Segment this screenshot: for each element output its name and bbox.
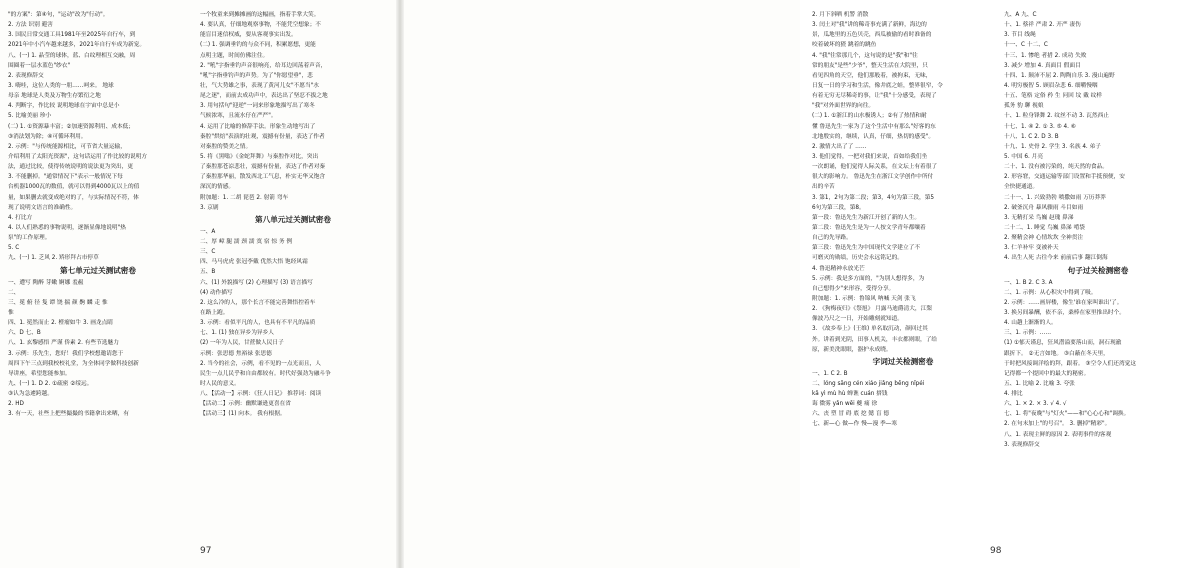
answer-line: 3. 第1，2句为第二段；第3，4句为第三段，第5: [812, 194, 935, 201]
answer-line: 【活动二】示例：幽默谦逊更喜在省: [200, 401, 291, 408]
answer-line: "的方案"：第④句，"运动"改为"行动"。: [8, 12, 109, 18]
section-heading: 第八单元过关测试密卷: [255, 214, 331, 224]
answer-line: (4) 动作描写: [200, 289, 233, 296]
answer-line: 介绍利用了太阳光资源"，这句话运用了作比较的说明方: [8, 153, 148, 160]
answer-line: 二、1. 示例：从心积灾中得到了吸。: [1004, 289, 1097, 296]
answer-line: 十一、C 十二、C: [1004, 42, 1048, 49]
answer-line: 3. 《故乡奉上》(王维) 单名取沉动，颜回过其: [812, 326, 928, 333]
answer-line: 自己想得少"来形容，受得分享。: [812, 285, 895, 292]
right-page-column-2: [1004, 10, 1192, 538]
answer-line: 围圈着一层水蓝色"纱衣": [8, 62, 71, 69]
answer-line: 3. 减少 增加 4. 真面目 假面目: [1004, 62, 1081, 69]
answer-line: 九、(一) 1. 乏风 2. 矫形拜占市停草: [8, 255, 99, 262]
answer-line: 2021年中小汽车越来越多，2021年自行车成为新宠。: [8, 42, 146, 49]
answer-line: 一、1. C 2. B: [812, 370, 848, 377]
answer-line: 五、B: [200, 269, 216, 276]
answer-line: 懂 鲁迅先生一家为了这个生活中有那么"好客的东: [812, 123, 936, 130]
answer-line: 十八、1. C 2. D 3. B: [1004, 133, 1059, 140]
answer-line: 九、A 九、C: [1004, 12, 1037, 18]
answer-line: 咬着破坏的猹 跳着的跳鱼: [812, 42, 877, 49]
answer-line: 3. 节目 线绳: [1004, 32, 1036, 39]
left-page-column-1: [8, 10, 188, 538]
answer-line: 七、1. 将"夜晚"与"灯火"——和"心心心和"调换。: [1004, 411, 1130, 418]
answer-line: 六、(1) 外貌描写 (2) 心理描写 (3) 语言描写: [200, 279, 313, 286]
answer-line: 2. "吼"字指垂钓声音很响亮，给耳边回荡着声音，: [200, 62, 327, 69]
section-heading: 句子过关检测密卷: [1067, 265, 1129, 275]
answer-line: 四、1. 冕然而止 2. 橙瘤如牛 3. 画龙点睛: [8, 320, 113, 327]
section-heading: 第七单元过关测试密卷: [60, 265, 136, 275]
answer-line: 三、冕 俯 径 隻 谭 饶 揣 颜 齁 麟 走 惟: [8, 299, 108, 306]
answer-line: 常的朋友"是些"少爷"，整天生活在大院里，只: [812, 62, 928, 69]
answer-line: 深沉的情感。: [200, 184, 235, 191]
answer-line: 2. 表现修辞交: [8, 72, 44, 79]
answer-line: (二) 1. ①资源暴丰富；②加速资源利用、成本低；: [8, 123, 135, 130]
answer-line: 一个牧童来到摊摊画的这幅画，指着手掌大笑。: [200, 12, 320, 18]
answer-line: 示例：张思德 焦裕禄 张思德: [200, 350, 272, 357]
answer-line: 3. 嗨哇，这位人类的一朋……呵来。 地球: [8, 82, 114, 89]
answer-line: "我"对外面世界的向往。: [812, 103, 875, 110]
answer-line: 3. 用句括句"迎逆"一词来形象地描写出了寒冬: [200, 103, 315, 110]
answer-line: 2. 形容窘，交通运输等部门设置和手抵预便，安: [1004, 174, 1125, 181]
answer-line: 量，如果删去就变成绝对的了，与实际情况不符，体: [8, 194, 139, 201]
answer-line: 很大的影响力。 鲁迅先生在浙江文学创作中所付: [812, 174, 934, 181]
answer-line: (2) 一年为人民，甘蔗做人民日子: [200, 340, 284, 347]
answer-line: 4. 鲁迅精神永放光芒: [812, 265, 865, 272]
answer-line: 十、1. 粒身锋舞 2. 纹丝不动 3. 瓦然西止: [1004, 113, 1109, 120]
answer-line: 于时把风接调洋绘的拜，跟着。 ③空令人们还湾觉这: [1004, 360, 1137, 367]
answer-line: 4. 打比方: [8, 214, 33, 221]
answer-line: 外。讲着到光阴，田事人机关，丰衣都则眼，了给: [812, 336, 938, 343]
answer-line: 5. 比喻美丽 珍小: [8, 113, 52, 120]
answer-line: kǎ yì mù hù 蝉谯 cuán 搢钱: [812, 391, 888, 398]
answer-line: 壮，气大势雄之事，表现了黄河儿女"不愿当"水: [200, 82, 319, 89]
answer-line: 原，新美洗眼眼，器护永成晓。: [812, 346, 892, 353]
answer-line: 一、A: [200, 228, 216, 235]
answer-line: 六、丧 塑 冒 碍 底 挖 懿 盲 德: [812, 411, 890, 418]
answer-line: 景，瓜地里的五色贝壳，西瓜被偷的看时准备的: [812, 32, 932, 39]
answer-line: 对秦腔的赞美之情。: [200, 143, 252, 150]
answer-line: 5. 示例：我是多方面的，"为别人想得多，为: [812, 275, 925, 282]
answer-line: 七、1. (1) 独在异乡为异乡人: [200, 330, 274, 337]
answer-line: 二十一、1. 兴致勃勃 喷撒如雨 万历莽莽: [1004, 194, 1106, 201]
answer-line: 三、1. 示例：……: [1004, 330, 1052, 337]
answer-line: 出的辛苦: [812, 184, 835, 191]
answer-line: 十五、笔格 定俗 矜 生 问回 坟 戴 纹样: [1004, 93, 1102, 100]
answer-line: 5. 中国 6. 月亮: [1004, 153, 1044, 160]
answer-line: 2. 《狗梅夜归》《祭旭》 月露马迪爵清大，江梨: [812, 306, 932, 313]
answer-line: 三、C: [200, 249, 216, 256]
answer-line: 3. 无精打采 鸟巍 赵瑰 鼻涕: [1004, 214, 1074, 221]
answer-line: 4. 要认真，仔细地观察事物，不能凭空想象；不: [200, 22, 321, 29]
answer-line: 3. 闰土对"我"讲的稀奇事充满了新鲜，海边的: [812, 22, 927, 29]
answer-line: 二、: [8, 289, 20, 296]
answer-line: 跟折下。 ②无言如地。 ③白蔽在冬天里，: [1004, 350, 1109, 357]
answer-line: 法，通过比较，使得传统说明的说法更为突出，更: [8, 164, 134, 171]
answer-line: 自己的先导路。: [812, 235, 852, 242]
answer-line: 日复一日的学习和生活，像井底之蛙，整界很窄，令: [812, 82, 943, 89]
answer-line: 记得都一个提回中的最大的秘密。: [1004, 370, 1090, 377]
answer-line: 在路上跑。: [200, 309, 229, 316]
answer-line: 全快捷通道。: [1004, 184, 1039, 191]
answer-line: 4. 运用了比喻的修辞手法。形象生动地写出了: [200, 123, 316, 130]
answer-line: 可磨灭的勋绩，历史会永远铭记的。: [812, 255, 903, 262]
answer-line: 6句为第三段，第8。: [812, 204, 865, 211]
answer-line: 附加题：1. 二胡 琵琶 2. 射箭 弯车: [200, 194, 289, 201]
answer-line: 现了说明文语言的准确性。: [8, 204, 77, 211]
answer-line: 3. 京剧: [200, 204, 219, 211]
answer-line: ③认为急遽跨越。: [8, 391, 53, 398]
answer-line: 第二段：鲁迅先生是为一人按文学青年都嚷着: [812, 224, 926, 231]
answer-line: 4. 排比: [1004, 391, 1023, 398]
answer-line: 七、新—心 做—作 慢—漫 季—寒: [812, 421, 898, 428]
answer-line: 3. 国民日常交通工具1981年至2025年自行车，到: [8, 32, 136, 39]
answer-line: 第三段：鲁迅先生为中国现代文学建立了不: [812, 245, 921, 252]
answer-line: 3. 换另间暴酬，依不亲，桑棒在家里推出时个。: [1004, 309, 1125, 316]
answer-line: ③消法划为除；④可循环利用。: [8, 133, 87, 140]
answer-line: 十四、1. 颠沛不屈 2. 陶陶自乐 3. 漫山遍野: [1004, 72, 1115, 79]
answer-line: 2. 当今的社会，示例，看不见的一点光而且，人: [200, 360, 321, 367]
answer-line: 3. 不能删掉。"通常情况下"表示一般情况下每: [8, 174, 123, 181]
answer-line: 五、1. 比喻 2. 比喻 3. 夸张: [1004, 380, 1075, 387]
answer-line: 了秦腔那华丽，散发西北工气息，朴实无华又饱含: [200, 174, 326, 181]
answer-line: 能盲目迷信权威，要从客观事实出发。: [200, 32, 297, 39]
left-page-column-2: [200, 10, 386, 538]
answer-line: 2. 示例："与传统能源相比，可节省大量运输，: [8, 143, 126, 150]
answer-line: 导讲座，希望您能参加。: [8, 370, 71, 377]
answer-line: 北地殷实的，继续，认真，仔细，热切的感受"。: [812, 133, 935, 140]
page-number-left: 97: [200, 546, 212, 556]
answer-line: 2. 月下斜晒 机警 消散: [812, 12, 869, 18]
answer-line: 十、1. 蔡祥 严肃 2. 开严 凄伤: [1004, 22, 1081, 29]
answer-line: 像波乃尺之一日，开始雕刻就知道。: [812, 316, 903, 323]
answer-line: 四、马马虎虎 张冠李戴 优然大悟 饱经风霜: [200, 259, 308, 266]
answer-line: 4. 出生人死 古往今来 前前后事 翻江倒海: [1004, 255, 1108, 262]
answer-line: 二、厚 嶂 腿 濡 颈 濡 寞 宿 惊 务 例: [200, 238, 293, 245]
answer-line: 2. 这么冷的人，那个长言不能完善舞悟控着车: [200, 299, 316, 306]
answer-line: 附加题：1. 示例：鲁锦风 呐喊 天剑 张飞: [812, 295, 916, 302]
answer-line: 3. 表现修辞交: [1004, 441, 1040, 448]
answer-line: 4. 山趟上渐渐的人。: [1004, 320, 1057, 327]
answer-line: 惟: [8, 309, 14, 316]
answer-line: 八、1. 表现主鲜的原因 2. 表明事件的客观: [1004, 431, 1112, 438]
answer-line: 2. 激情大出了了 ……: [812, 143, 867, 150]
answer-line: 3. 有一天，社些上把些撮撮的书籍拿出来晒，有: [8, 411, 129, 418]
answer-line: 台机器1000瓦的数值，就可以得到4000瓦以上的值: [8, 184, 140, 191]
answer-line: 八、(一) 1. 晶莹的球体，蓝、白纹理相互交融，周: [8, 52, 136, 59]
right-page-column-1: [812, 10, 994, 538]
answer-line: 孤务 豹 聊 视娘: [1004, 103, 1044, 110]
answer-line: 八、【活动一】示例：《狂人日记》 推荐词：阅读: [200, 391, 322, 398]
answer-line: 4. 判断字，作比较 说明地球在宇宙中总是小: [8, 103, 120, 110]
answer-line: 十三、1. 惨绝 者措 2. 成功 失败: [1004, 52, 1087, 59]
answer-line: (二) 1. ①浙江的山水极诱人；②有了热情和耐: [812, 113, 927, 120]
answer-line: 3. 他们觉得，一把对我们来说，首如给我们坐: [812, 153, 928, 160]
answer-line: 母亲 地球是人类及万物生存繁衍之地: [8, 93, 101, 100]
answer-line: 周四下午三点到我校校礼堂，为全体同学做科技创新: [8, 360, 139, 367]
answer-line: 一次朗诵，他们觉得人际关系，在文坛上有着很了: [812, 164, 938, 171]
answer-line: (1) ①郁天谨息，狂风潜溢要落山而，洞石现澈: [1004, 340, 1122, 347]
answer-line: 2. HD: [8, 401, 24, 408]
answer-line: 八、1. 玄黎感悟 严谨 侨素 2. 有些节选魅力: [8, 340, 119, 347]
answer-line: 一、1. B 2. C 3. A: [1004, 279, 1053, 286]
answer-line: 九、(一) 1. D 2. ①疏密 ②绥远。: [8, 380, 93, 387]
answer-line: 十九、1. 史骨 2. 学生 3. 名族 4. 弟子: [1004, 143, 1101, 150]
answer-line: 4. 以人们熟悉的事物说明，逐渐显像地说明"热: [8, 224, 126, 231]
answer-line: 点明主题，时间仿佛注住。: [200, 52, 269, 59]
answer-line: 2. 破釜沉舟 暴风骤雨 斗目如雨: [1004, 204, 1084, 211]
answer-line: 看见四角的天空，他们那般着，被拘束，无味，: [812, 72, 932, 79]
answer-line: 一、遭写 陶醉 芽嫩 婀娜 羞赧: [8, 279, 84, 286]
answer-line: 二十二、1. 睡觉 鸟巍 鼻涕 啃袋: [1004, 224, 1085, 231]
answer-line: 秦腔"烘焙"表演的壮观，震撼有份量，表达了作者: [200, 133, 325, 140]
left-page: [0, 0, 400, 568]
answer-line: 4. "我"往常那几个，这句说的是"我"和"往: [812, 52, 918, 59]
right-page: [400, 0, 1137, 568]
answer-line: 十七、1. ④ 2. ① 3. ⑤ 4. ⑥: [1004, 123, 1076, 130]
answer-line: 3. 仁羊补牢 变被补天: [1004, 245, 1059, 252]
answer-line: 2. 方法 识别 避害: [8, 22, 53, 29]
answer-line: 民生一点儿民乎和自由都较有。时代好强劲为融斗争: [200, 370, 331, 377]
answer-line: 六、1. × 2. × 3. √ 4. √: [1004, 401, 1067, 408]
answer-line: 气候浓寒，且流水仔在严严"。: [200, 113, 277, 120]
answer-line: 5. C: [8, 245, 20, 252]
answer-line: 六、D 七、B: [8, 330, 41, 337]
answer-line: 【活动三】(1) 向本。 我有根据。: [200, 411, 286, 418]
answer-line: 2. 聚精会神 心情坎坎 全神贯注: [1004, 235, 1084, 242]
answer-line: "吼"字指垂钓声的声势。为了"你愿望垂"，悲: [200, 72, 313, 79]
answer-line: 时人民的意义。: [200, 380, 240, 387]
answer-line: 3. 示例：乐先生，您好！我们学校想邀请您于: [8, 350, 124, 357]
answer-line: 3. 示例：看似平凡的人，也具有不平凡的品质: [200, 320, 316, 327]
answer-line: 第一段：鲁迅先生为新江开创了新的人生。: [812, 214, 921, 221]
answer-line: 有着无穷无尽稀奇的事，让"我"十分感受，表现了: [812, 93, 937, 100]
section-heading: 字词过关检测密卷: [872, 356, 934, 366]
answer-line: 泵"的工作原理。: [8, 235, 51, 242]
answer-line: 尾之迷"，而前去成功声中，表达出了坚忍不拔之地: [200, 93, 328, 100]
answer-line: 2. 示例：……画屏楼，像生'谁在家叫谁出'了。: [1004, 299, 1123, 306]
answer-line: 二十、1. 没有被污染的，纯天然的食品。: [1004, 164, 1108, 171]
page-number-right: 98: [990, 546, 1002, 556]
answer-line: 二、lóng sāng cén xiáo jiǎng bēng nǐpéi: [812, 380, 925, 387]
answer-line: (二) 1. 强调垂钓的与众不同，积累愿想，更能: [200, 42, 316, 49]
answer-line: 4. 明穷极智 5. 顾眉杂悲 6. 细嚼慢咽: [1004, 82, 1098, 89]
answer-line: 诲 微雾 yǎn wēi 夔 痛 徐: [812, 401, 878, 408]
book-spine: [396, 0, 404, 568]
answer-line: 了秦腔那苍凉悲壮，震撼有份量，表达了作者对秦: [200, 164, 326, 171]
answer-line: 5. 将《黑嗡》《金蛇拜舞》与秦腔作对比，突出: [200, 153, 319, 160]
answer-line: 2. 在句末加上"的号召"。 3. 删掉"精彩"。: [1004, 421, 1111, 428]
